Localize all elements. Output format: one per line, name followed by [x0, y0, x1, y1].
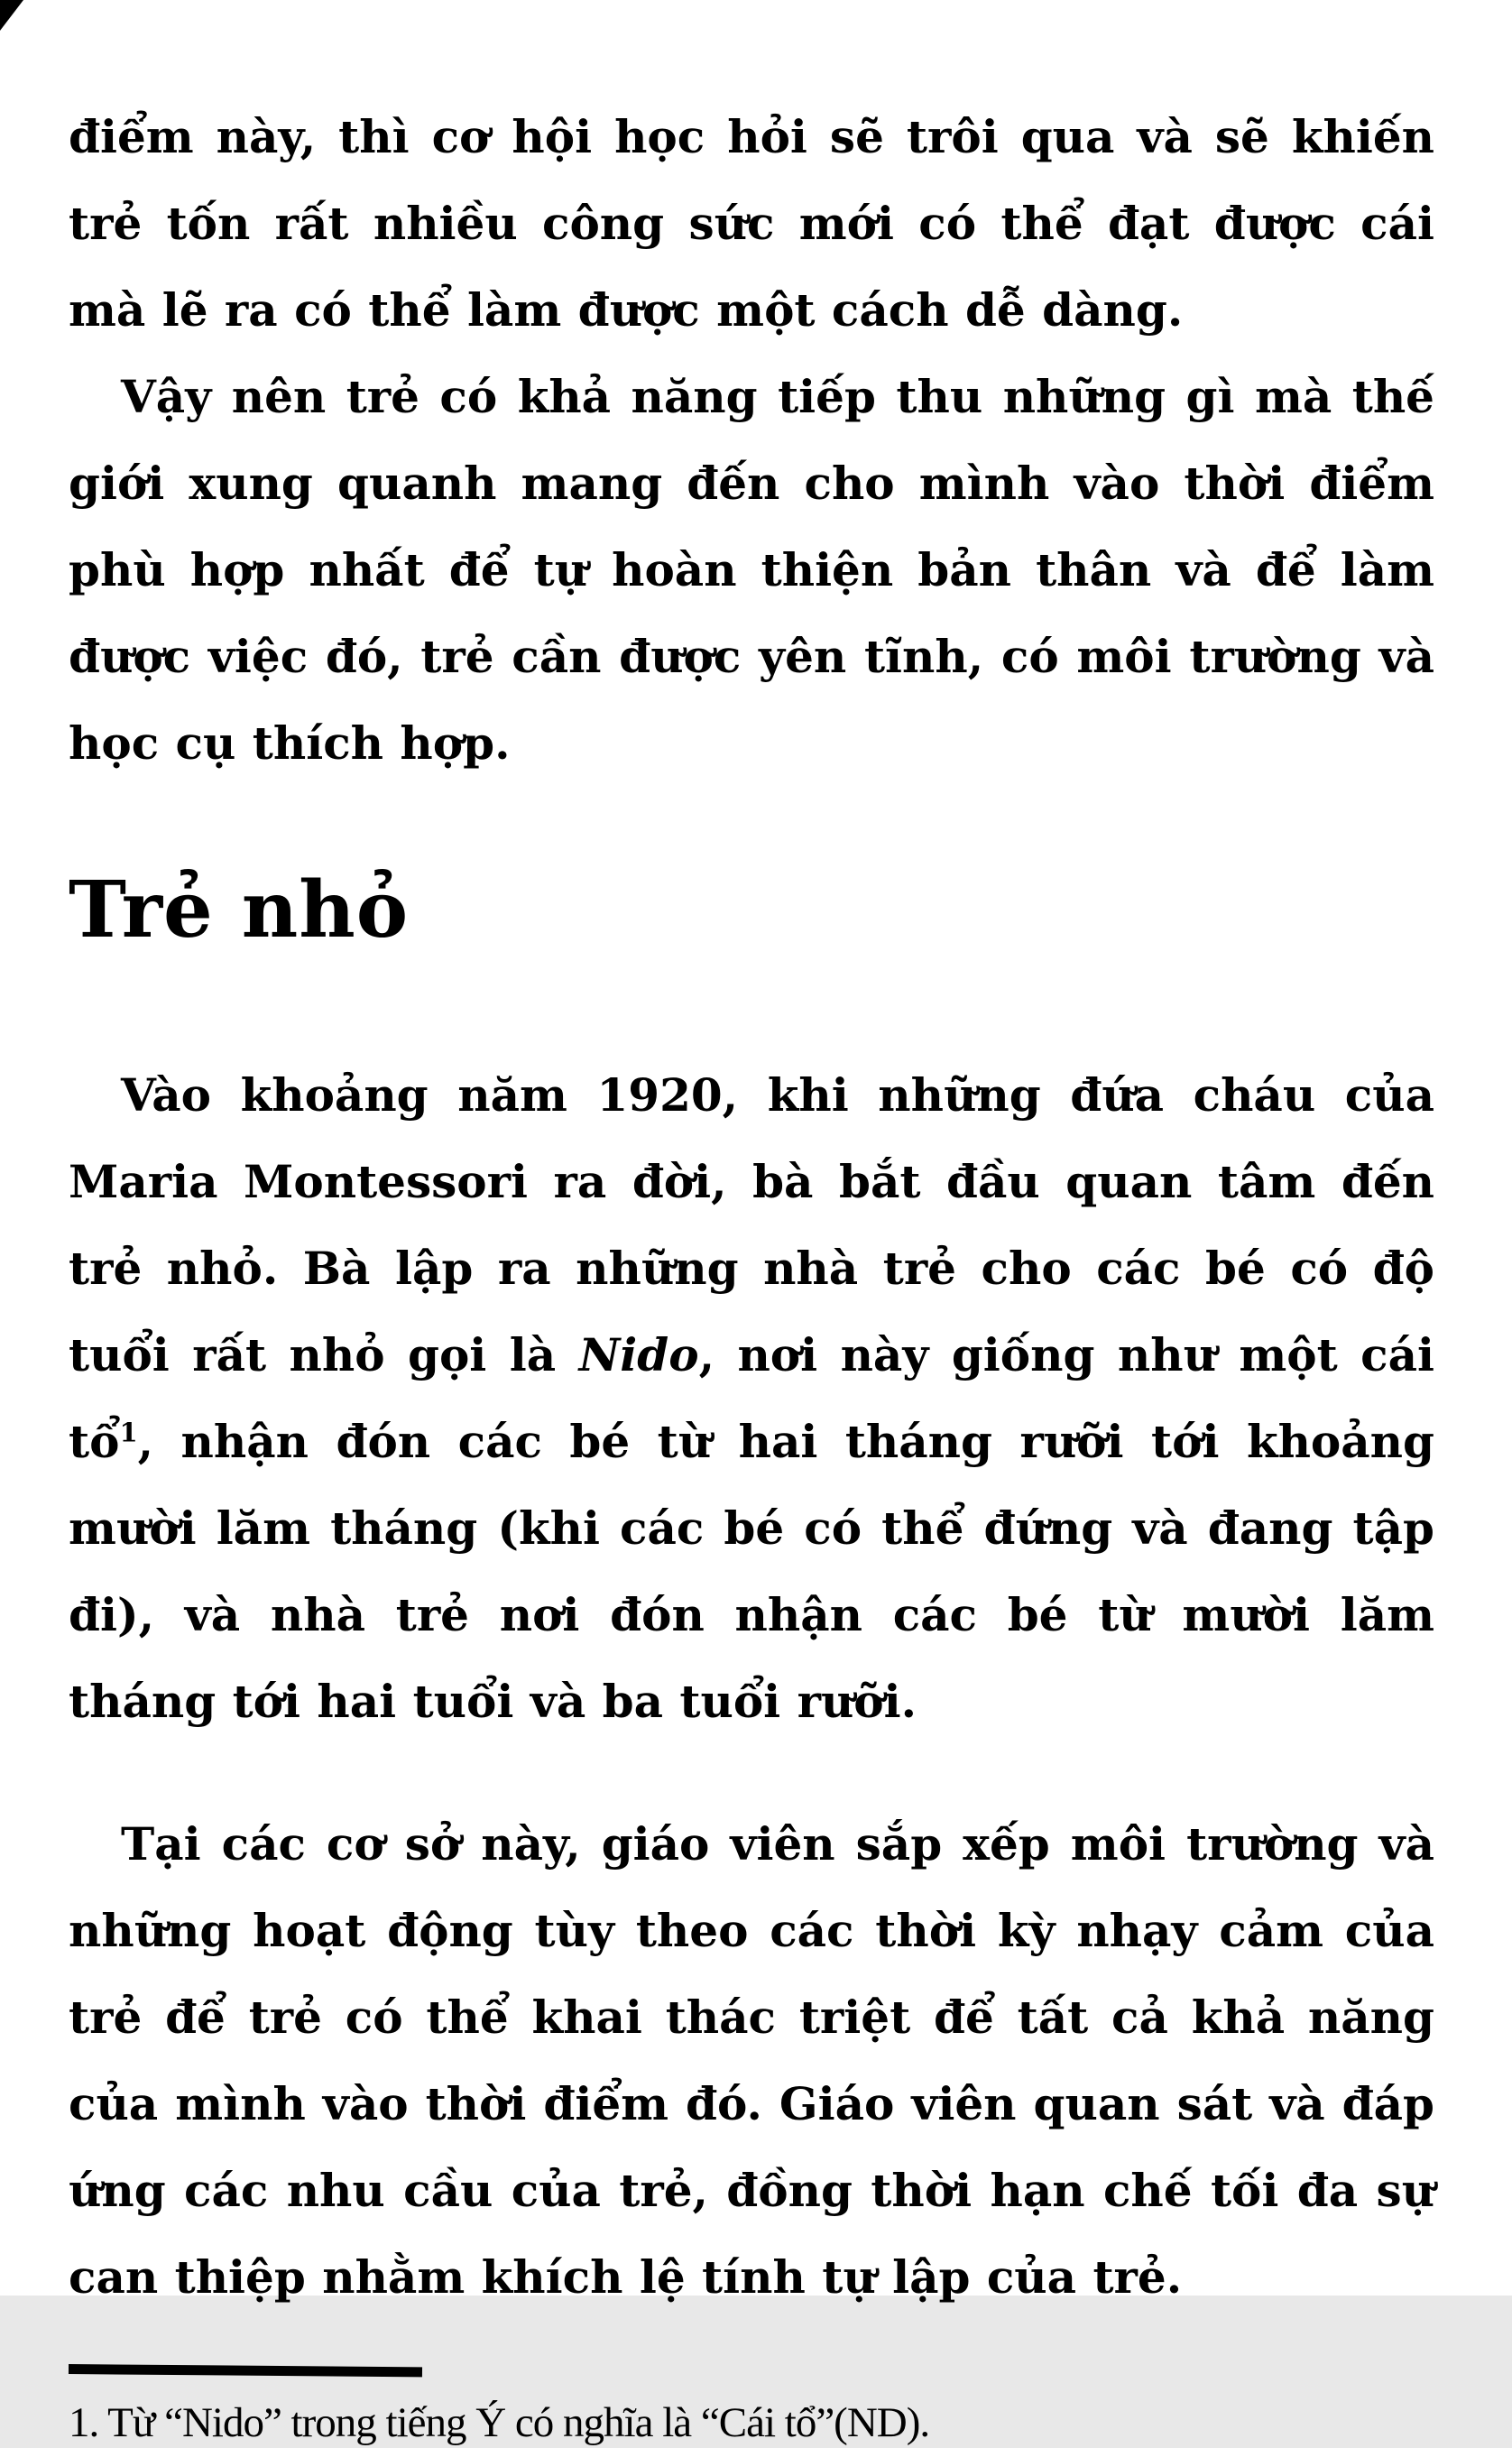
page-content [69, 94, 1434, 2448]
body-paragraph-3 [69, 1052, 1434, 1745]
footnote-reference-marker: 1 [119, 1417, 138, 1448]
footnote-text: 1. Từ “Nido” trong tiếng Ý có nghĩa là “Cái tổ”(ND). [69, 2399, 930, 2447]
paragraph-3-text-before-italic: Vào khoảng năm 1920, khi những đứa cháu của Maria Montessori ra đời, bà bắt đầu quan tâm đến trẻ nhỏ. Bà lập ra những nhà trẻ cho các bé có độ tuổi rất nhỏ gọi là [69, 1068, 1434, 1382]
body-paragraph-1: điểm này, thì cơ hội học hỏi sẽ trôi qua và sẽ khiến trẻ tốn rất nhiều công sức mới có thể đạt được cái mà lẽ ra có thể làm được một cách dễ dàng. [69, 110, 1434, 337]
paragraph-3-italic-term: Nido [578, 1328, 699, 1382]
body-paragraph-4: Tại các cơ sở này, giáo viên sắp xếp môi trường và những hoạt động tùy theo các thời kỳ nhạy cảm của trẻ để trẻ có thể khai thác triệt để tất cả khả năng của mình vào thời điểm đó. Giáo viên quan sát và đáp ứng các nhu cầu của trẻ, đồng thời hạn chế tối đa sự can thiệp nhằm khích lệ tính tự lập của trẻ. [69, 1817, 1434, 2305]
footnote-separator-rule [69, 2364, 422, 2377]
scan-corner-artifact [0, 0, 23, 31]
body-paragraph-2: Vậy nên trẻ có khả năng tiếp thu những gì mà thế giới xung quanh mang đến cho mình vào thời điểm phù hợp nhất để tự hoàn thiện bản thân và để làm được việc đó, trẻ cần được yên tĩnh, có môi trường và học cụ thích hợp. [69, 370, 1434, 770]
paragraph-3-text-after-marker: , nhận đón các bé từ hai tháng rưỡi tới khoảng mười lăm tháng (khi các bé có thể đứng và đang tập đi), và nhà trẻ nơi đón nhận các bé từ mười lăm tháng tới hai tuổi và ba tuổi rưỡi. [69, 1415, 1434, 1729]
paragraph-3-text-after-italic: , nơi này giống như một cái tổ [69, 1328, 1434, 1469]
section-heading: Trẻ nhỏ [69, 864, 410, 956]
